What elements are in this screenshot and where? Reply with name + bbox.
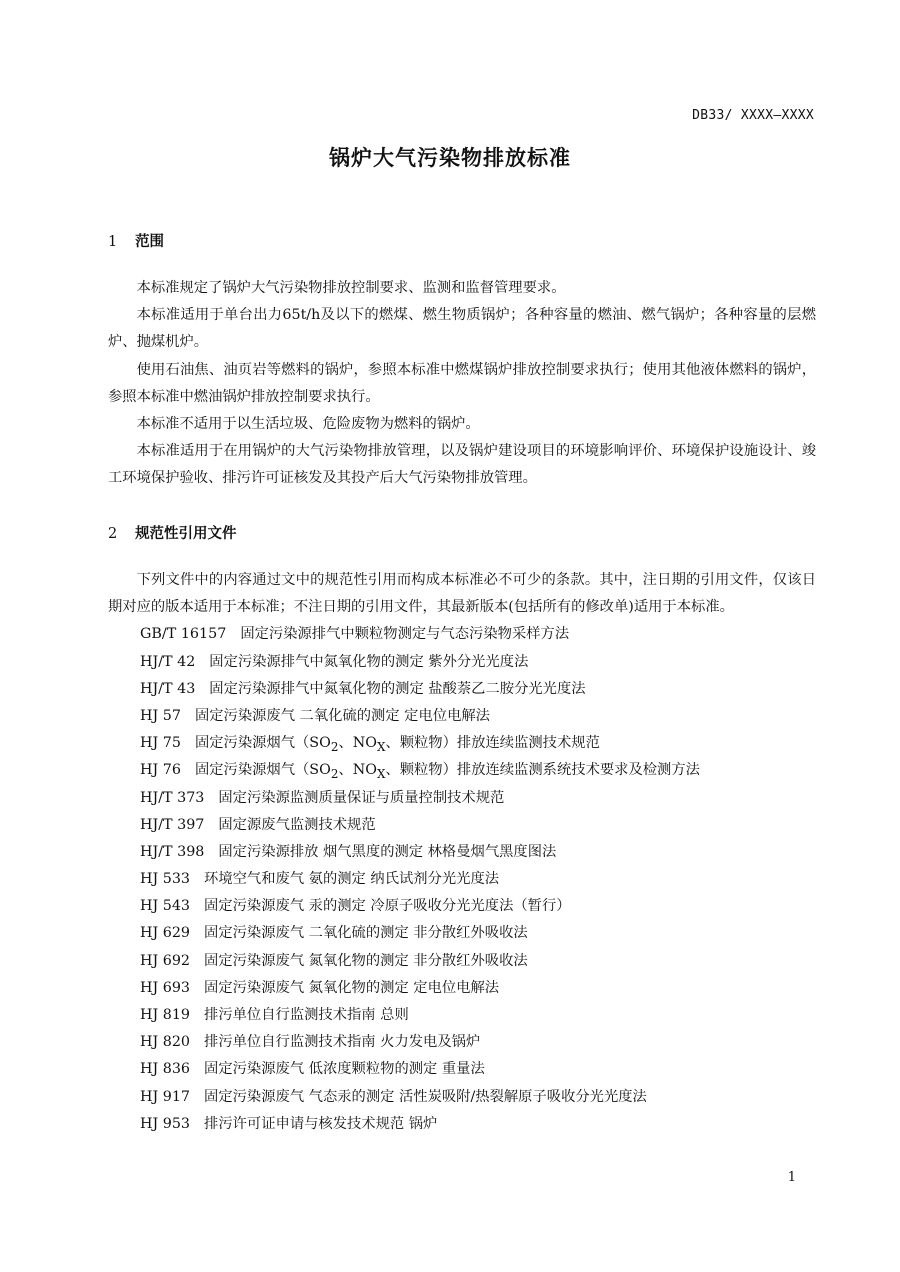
section-1-body: [108, 275, 816, 493]
reference-title: 排污单位自行监测技术指南 火力发电及锅炉: [204, 1034, 481, 1051]
reference-code: HJ 533: [140, 871, 191, 888]
reference-title: 排污许可证申请与核发技术规范 锅炉: [204, 1115, 438, 1132]
section-2-number: 2: [108, 526, 118, 542]
reference-title: [194, 735, 600, 755]
reference-item: [108, 676, 816, 703]
reference-code: HJ 692: [140, 952, 191, 969]
reference-code: HJ 836: [140, 1061, 191, 1078]
reference-code: HJ 917: [140, 1088, 191, 1105]
reference-code: HJ 57: [140, 707, 181, 724]
section-2-title: 规范性引用文件: [135, 526, 237, 542]
reference-item: [108, 948, 816, 975]
reference-title: 固定污染源排气中颗粒物测定与气态污染物采样方法: [240, 626, 570, 643]
reference-code: HJ/T 43: [140, 680, 196, 697]
document-title: 锅炉大气污染物排放标准: [329, 146, 571, 170]
subscript: X: [376, 740, 386, 755]
subscript: X: [376, 767, 386, 782]
paragraph: 本标准适用于单台出力65t/h及以下的燃煤、燃生物质锅炉；各种容量的燃油、燃气锅炉；各种容量的层燃炉、抛煤机炉。: [108, 307, 816, 351]
reference-title: 固定污染源排放 烟气黑度的测定 林格曼烟气黑度图法: [218, 843, 557, 860]
document-code: DB33/ XXXX—XXXX: [692, 108, 814, 123]
title-part: 固定污染源烟气（SO: [194, 735, 331, 752]
paragraph: 使用石油焦、油页岩等燃料的锅炉，参照本标准中燃煤锅炉排放控制要求执行；使用其他液体燃料的锅炉，参照本标准中燃油锅炉排放控制要求执行。: [108, 361, 816, 405]
title-part: 、颗粒物）排放连续监测技术规范: [385, 735, 600, 752]
reference-item: [108, 893, 816, 920]
page-number: 1: [787, 1170, 796, 1185]
reference-item: [108, 1002, 816, 1029]
reference-title: 固定污染源排气中氮氧化物的测定 盐酸萘乙二胺分光光度法: [209, 680, 586, 697]
section-2-body: [108, 567, 816, 1138]
reference-title: 固定污染源废气 氮氧化物的测定 非分散红外吸收法: [204, 952, 528, 969]
reference-item: [108, 1111, 816, 1138]
reference-code: HJ 76: [140, 762, 181, 779]
reference-item: [108, 757, 816, 784]
reference-title: 排污单位自行监测技术指南 总则: [204, 1007, 409, 1024]
reference-item: [108, 975, 816, 1002]
reference-title: 固定污染源废气 低浓度颗粒物的测定 重量法: [204, 1061, 485, 1078]
title-part: 固定污染源烟气（SO: [194, 762, 331, 779]
reference-code: HJ 543: [140, 898, 191, 915]
reference-item: [108, 703, 816, 730]
reference-title: [194, 762, 700, 782]
reference-code: HJ/T 398: [140, 843, 205, 860]
reference-code: HJ 953: [140, 1115, 191, 1132]
reference-code: GB/T 16157: [140, 626, 227, 643]
reference-title: 固定污染源监测质量保证与质量控制技术规范: [218, 789, 505, 806]
reference-title: 固定污染源废气 二氧化硫的测定 定电位电解法: [194, 707, 490, 724]
reference-code: HJ/T 42: [140, 653, 196, 670]
reference-item: [108, 649, 816, 676]
reference-title: 固定污染源废气 氮氧化物的测定 定电位电解法: [204, 979, 500, 996]
reference-item: [108, 1056, 816, 1083]
reference-code: HJ 75: [140, 735, 181, 752]
reference-code: HJ 820: [140, 1034, 191, 1051]
reference-item: [108, 785, 816, 812]
reference-title: 固定源废气监测技术规范: [218, 816, 376, 833]
reference-item: [108, 812, 816, 839]
reference-item: [108, 866, 816, 893]
reference-item: [108, 730, 816, 757]
subscript: 2: [330, 740, 339, 755]
paragraph: 本标准规定了锅炉大气污染物排放控制要求、监测和监督管理要求。: [136, 280, 566, 296]
paragraph: 本标准不适用于以生活垃圾、危险废物为燃料的锅炉。: [136, 416, 480, 433]
reference-item: [108, 1029, 816, 1056]
reference-item: [108, 839, 816, 866]
section-1-heading: [108, 230, 164, 251]
reference-code: HJ 693: [140, 979, 191, 996]
section-1-title: 范围: [135, 234, 165, 250]
reference-title: 环境空气和废气 氨的测定 纳氏试剂分光光度法: [204, 871, 500, 888]
subscript: 2: [330, 767, 339, 782]
reference-title: 固定污染源废气 二氧化硫的测定 非分散红外吸收法: [204, 925, 528, 942]
section-1-number: 1: [108, 234, 118, 250]
section-2-heading: [108, 522, 237, 543]
reference-title: 固定污染源废气 汞的测定 冷原子吸收分光光度法（暂行）: [204, 898, 571, 915]
paragraph: 本标准适用于在用锅炉的大气污染物排放管理，以及锅炉建设项目的环境影响评价、环境保护设施设计、竣工环境保护验收、排污许可证核发及其投产后大气污染物排放管理。: [108, 443, 816, 487]
reference-item: [108, 920, 816, 947]
reference-code: HJ 629: [140, 925, 191, 942]
reference-code: HJ/T 373: [140, 789, 205, 806]
title-part: 、NO: [338, 735, 377, 752]
reference-item: [108, 621, 816, 648]
reference-code: HJ/T 397: [140, 816, 205, 833]
paragraph: 下列文件中的内容通过文中的规范性引用而构成本标准必不可少的条款。其中，注日期的引用文件，仅该日期对应的版本适用于本标准；不注日期的引用文件，其最新版本(包括所有的修改单)适用于本标准。: [108, 572, 816, 616]
title-part: 、NO: [338, 762, 377, 779]
title-part: 、颗粒物）排放连续监测系统技术要求及检测方法: [385, 762, 700, 779]
reference-item: [108, 1084, 816, 1111]
reference-title: 固定污染源废气 气态汞的测定 活性炭吸附/热裂解原子吸收分光光度法: [204, 1088, 647, 1105]
reference-code: HJ 819: [140, 1007, 191, 1024]
reference-title: 固定污染源排气中氮氧化物的测定 紫外分光光度法: [209, 653, 529, 670]
reference-list: [108, 621, 816, 1138]
